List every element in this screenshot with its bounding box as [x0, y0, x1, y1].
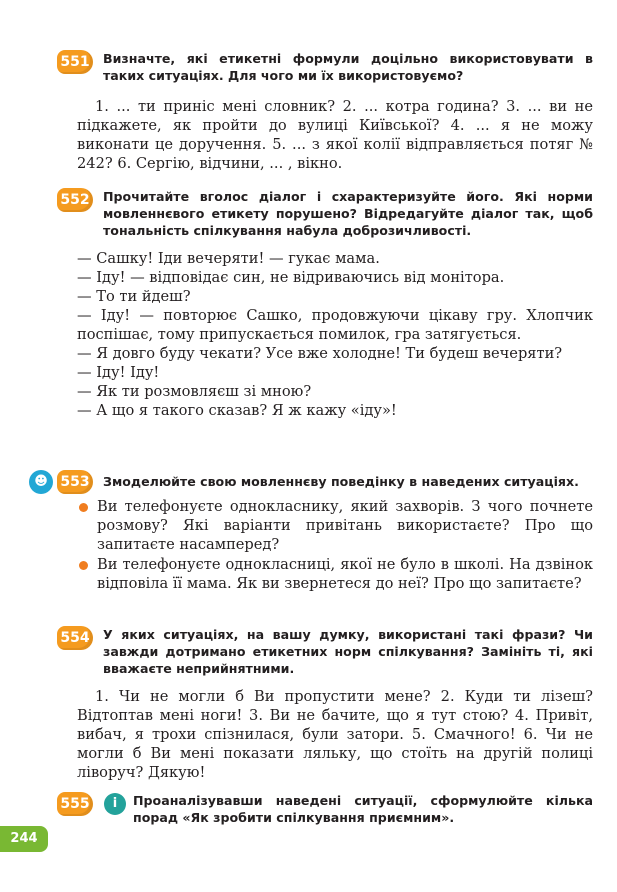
pair-work-icon: ☻	[29, 470, 53, 494]
task-instruction: Прочитайте вголос діалог і схарактеризуйте його. Які норми мовленнєвого етикету порушено? Відредагуйте діалог так, щоб тональність спілкування набула доброзичливості.	[103, 189, 593, 238]
dialogue-line: — Іду! — повторює Сашко, продовжуючи цікаву гру. Хлопчик поспішає, тому припускається помилок, гра затягується.	[77, 307, 593, 343]
task-number-badge: 555	[57, 792, 93, 816]
task-552-dialogue	[77, 249, 593, 420]
task-554-text: 1. Чи не могли б Ви пропустити мене? 2. Куди ти лізеш? Відтоптав мені ноги! 3. Ви не бачите, що я тут стою? 4. Привіт, вибач, я трохи спізнилася, були затори. 5. Смачного! 6. Чи не могли б Ви мені показати ляльку, що стоїть на другій полиці ліворуч? Дякую!	[77, 688, 593, 781]
task-number-badge: 554	[57, 626, 93, 650]
task-number-badge: 553	[57, 470, 93, 494]
task-551-text: 1. ... ти приніс мені словник? 2. ... котра година? 3. ... ви не підкажете, як пройти до вулиці Київської? 4. ... я не можу виконати це доручення. 5. ... з якої колії відправляється потяг № 242? 6. Сергію, відчини, ... , вікно.	[77, 98, 593, 172]
list-item: Ви телефонуєте однокласниці, якої не було в школі. На дзвінок відповіла її мама. Як ви звернетеся до неї? Про що запитаєте?	[77, 555, 593, 593]
bullet-icon	[79, 561, 88, 570]
task-instruction: У яких ситуаціях, на вашу думку, використані такі фрази? Чи завжди дотримано етикетних норм спілкування? Замініть ті, які вважаєте неприйнятними.	[103, 627, 593, 676]
task-instruction: Проаналізувавши наведені ситуації, сформулюйте кілька порад «Як зробити спілкування приємним».	[133, 793, 593, 825]
task-instruction: Визначте, які етикетні формули доцільно використовувати в таких ситуаціях. Для чого ми їх використовуємо?	[103, 51, 593, 83]
dialogue-line: — А що я такого сказав? Я ж кажу «іду»!	[77, 402, 397, 419]
task-instruction: Змоделюйте свою мовленнєву поведінку в наведених ситуаціях.	[103, 474, 579, 489]
dialogue-line: — Іду! Іду!	[77, 364, 160, 381]
list-item: Ви телефонуєте однокласнику, який захворів. З чого почнете розмову? Які варіанти привітань використаєте? Про що запитаєте насамперед?	[77, 497, 593, 554]
dialogue-line: — Сашку! Іди вечеряти! — гукає мама.	[77, 250, 380, 267]
task-number-badge: 551	[57, 50, 93, 74]
dialogue-line: — Я довго буду чекати? Усе вже холодне! Ти будеш вечеряти?	[77, 345, 563, 362]
info-icon: i	[104, 793, 126, 815]
dialogue-line: — Як ти розмовляєш зі мною?	[77, 383, 312, 400]
bullet-icon	[79, 503, 88, 512]
task-553-bullets	[77, 497, 593, 594]
task-number-badge: 552	[57, 188, 93, 212]
dialogue-line: — То ти йдеш?	[77, 288, 191, 305]
dialogue-line: — Іду! — відповідає син, не відриваючись від монітора.	[77, 269, 505, 286]
page-number: 244	[0, 826, 48, 852]
